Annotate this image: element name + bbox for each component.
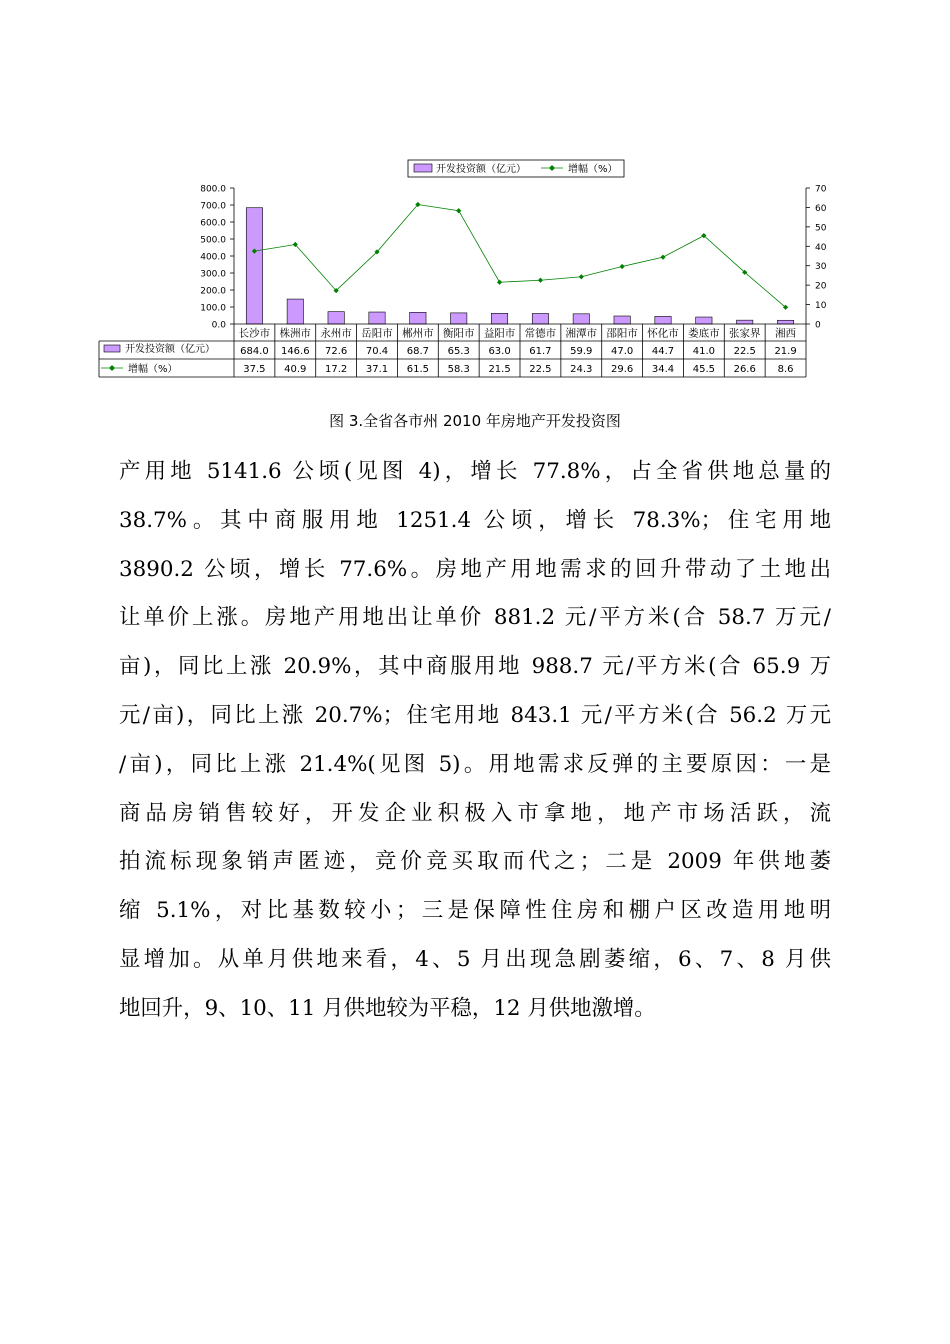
bar-value-label: 47.0 (611, 346, 634, 357)
right-tick-label: 40 (815, 242, 827, 253)
bar-value-label: 44.7 (651, 346, 675, 357)
bar-value-label: 68.7 (406, 346, 429, 357)
category-label: 邵阳市 (606, 327, 638, 340)
bar-value-label: 72.6 (325, 346, 348, 357)
paragraph-line: 拍流标现象销声匿迹，竞价竞买取而代之；二是 2009 年供地萎 (119, 849, 831, 875)
left-tick-label: 0.0 (211, 320, 226, 331)
bar-value-label: 65.3 (447, 346, 470, 357)
paragraph-line: 显增加。从单月供地来看，4、5 月出现急剧萎缩，6、7、8 月供 (119, 946, 831, 972)
category-label: 湘西 (775, 327, 797, 340)
category-label: 永州市 (320, 327, 352, 340)
bar-value-label: 21.9 (774, 346, 797, 357)
bar-series (246, 208, 793, 324)
right-tick-label: 60 (815, 203, 827, 214)
paragraph-line: 38.7%。其中商服用地 1251.4 公顷，增长 78.3%；住宅用地 (119, 507, 831, 533)
bar-value-label: 61.7 (529, 346, 552, 357)
bar-value-label: 684.0 (240, 346, 269, 357)
paragraph-line: 3890.2 公顷，增长 77.6%。房地产用地需求的回升带动了土地出 (119, 556, 831, 582)
bar-value-label: 59.9 (570, 346, 593, 357)
growth-value-label: 61.5 (406, 364, 429, 375)
growth-value-label: 40.9 (284, 364, 307, 375)
bar (369, 312, 385, 324)
line-point (456, 208, 461, 213)
bar-value-label: 63.0 (488, 346, 511, 357)
left-tick-label: 600.0 (200, 218, 226, 229)
table-bar-swatch (104, 345, 120, 352)
category-label: 郴州市 (402, 327, 434, 340)
right-tick-label: 20 (815, 281, 827, 292)
left-tick-label: 700.0 (200, 201, 226, 212)
line-point (538, 278, 543, 283)
line-point (497, 280, 502, 285)
line-point (579, 274, 584, 279)
bar (451, 313, 467, 324)
right-tick-label: 0 (815, 320, 821, 331)
paragraph-line: 亩)，同比上涨 20.9%，其中商服用地 988.7 元/平方米(合 65.9 万 (119, 654, 831, 680)
right-tick-label: 70 (815, 184, 827, 195)
category-label: 岳阳市 (361, 327, 393, 340)
bar (777, 320, 793, 324)
growth-value-label: 8.6 (777, 364, 794, 375)
bar (410, 312, 426, 324)
bar (737, 320, 753, 324)
left-tick-label: 800.0 (200, 184, 226, 195)
growth-value-label: 22.5 (529, 364, 552, 375)
category-label: 怀化市 (647, 327, 679, 340)
line-point (620, 264, 625, 269)
line-point (660, 255, 665, 260)
bar (246, 208, 262, 324)
bar-value-label: 70.4 (365, 346, 389, 357)
paragraph-line: 元/亩)，同比上涨 20.7%；住宅用地 843.1 元/平方米(合 56.2 万元 (119, 702, 831, 728)
growth-value-label: 24.3 (570, 364, 593, 375)
bar-value-label: 41.0 (692, 346, 715, 357)
left-tick-label: 300.0 (200, 269, 226, 280)
category-label: 湘潭市 (565, 327, 598, 340)
body-paragraph (119, 448, 831, 1034)
paragraph-line: 商品房销售较好，开发企业积极入市拿地，地产市场活跃，流 (119, 800, 831, 826)
category-label: 益阳市 (483, 327, 516, 340)
table-line-marker (109, 365, 115, 371)
right-axis (806, 185, 827, 331)
chart-legend (408, 160, 624, 177)
paragraph-line: 地回升，9、10、11 月供地较为平稳，12 月供地激增。 (119, 995, 656, 1021)
bar-value-label: 146.6 (280, 346, 310, 357)
category-label: 株洲市 (279, 327, 312, 340)
bar (573, 314, 589, 324)
growth-value-label: 29.6 (611, 364, 634, 375)
left-tick-label: 200.0 (200, 286, 226, 297)
bar (328, 312, 344, 324)
table-row-bar-label: 开发投资额（亿元） (125, 344, 215, 355)
right-tick-label: 50 (815, 223, 827, 234)
left-tick-label: 100.0 (200, 303, 226, 314)
category-label: 衡阳市 (442, 327, 475, 340)
growth-value-label: 26.6 (733, 364, 756, 375)
data-table (99, 324, 806, 377)
paragraph-line: 产用地 5141.6 公顷(见图 4)，增长 77.8%，占全省供地总量的 (119, 459, 831, 484)
bar (655, 316, 671, 324)
right-tick-label: 30 (815, 262, 827, 273)
line-series (252, 202, 788, 310)
growth-value-label: 37.1 (365, 364, 389, 375)
investment-chart (0, 0, 950, 400)
right-tick-label: 10 (815, 301, 827, 312)
growth-value-label: 17.2 (325, 364, 348, 375)
left-tick-label: 400.0 (200, 252, 226, 263)
growth-value-label: 45.5 (692, 364, 715, 375)
legend-line-label: 增幅（%） (568, 164, 618, 175)
table-row-line-label: 增幅（%） (128, 364, 178, 375)
paragraph-line: 缩 5.1%，对比基数较小；三是保障性住房和棚户区改造用地明 (119, 898, 831, 924)
category-label: 常德市 (524, 327, 557, 340)
paragraph-line: /亩)，同比上涨 21.4%(见图 5)。用地需求反弹的主要原因：一是 (119, 751, 831, 777)
legend-bar-label: 开发投资额（亿元） (436, 164, 526, 175)
legend-bar-swatch (414, 164, 432, 172)
bar (614, 316, 630, 324)
bar (287, 299, 303, 324)
category-label: 娄底市 (688, 327, 720, 340)
category-label: 长沙市 (238, 327, 271, 340)
left-tick-label: 500.0 (200, 235, 226, 246)
growth-line (254, 205, 785, 308)
left-axis (200, 185, 234, 331)
growth-value-label: 58.3 (447, 364, 470, 375)
bar (696, 317, 712, 324)
figure-caption: 图 3.全省各市州 2010 年房地产开发投资图 (329, 412, 621, 430)
growth-value-label: 21.5 (488, 364, 511, 375)
category-label: 张家界 (728, 327, 761, 340)
growth-value-label: 34.4 (651, 364, 675, 375)
growth-value-label: 37.5 (243, 364, 266, 375)
paragraph-line: 让单价上涨。房地产用地出让单价 881.2 元/平方米(合 58.7 万元/ (119, 605, 831, 631)
bar-value-label: 22.5 (733, 346, 756, 357)
bar (491, 313, 507, 324)
bar (532, 314, 548, 324)
